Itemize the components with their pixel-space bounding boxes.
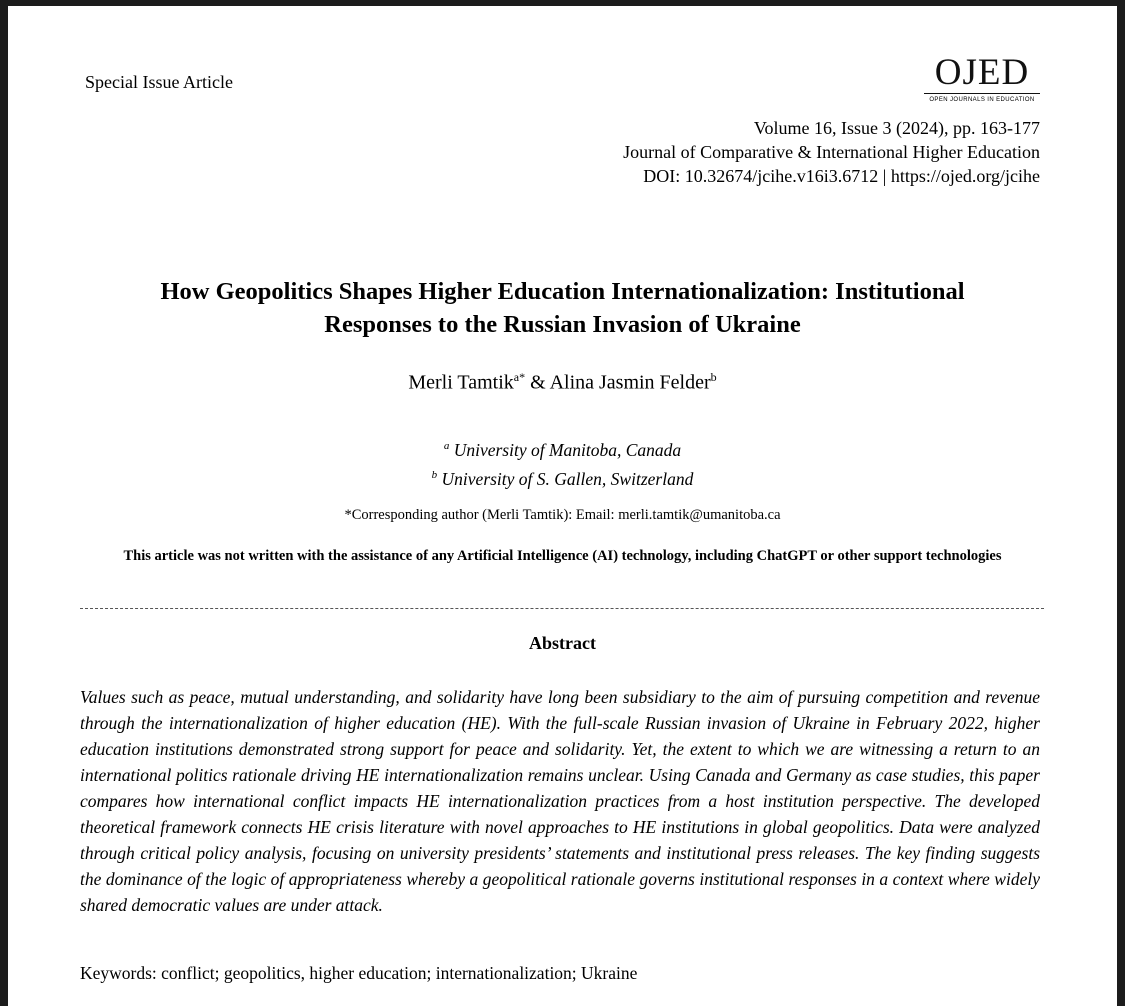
- article-type-label: Special Issue Article: [85, 72, 233, 92]
- ojed-logo[interactable]: [924, 54, 1040, 104]
- author-affiliation-mark: b: [710, 370, 717, 384]
- affiliation-mark: b: [431, 468, 438, 481]
- volume-issue: Volume 16, Issue 3 (2024), pp. 163-177: [753, 118, 1040, 138]
- author-name: Merli Tamtik: [408, 371, 514, 394]
- keywords: Keywords: conflict; geopolitics, higher education; internationalization; Ukraine: [80, 963, 638, 983]
- title-line-1: How Geopolitics Shapes Higher Education Internationalization: Institutional: [160, 278, 965, 305]
- author-name: Alina Jasmin Felder: [549, 371, 711, 394]
- journal-name: Journal of Comparative & International Higher Education: [623, 142, 1040, 162]
- affiliations: [8, 434, 1117, 492]
- logo-tagline: OPEN JOURNALS IN EDUCATION: [924, 93, 1040, 104]
- paper-page: [8, 6, 1117, 1006]
- abstract-text: Values such as peace, mutual understanding, and solidarity have long been subsidiary to the aim of pursuing competition and revenue through the internationalization of higher education (HE). With the full-scale Russian invasion of Ukraine in February 2022, higher education institutions demonstrated strong support for peace and solidarity. Yet, the extent to which we are witnessing a return to an international politics rationale driving HE internationalization remains unclear. Using Canada and Germany as case studies, this paper compares how international conflict impacts HE internationalization practices from a host institution perspective. The developed theoretical framework connects HE crisis literature with novel approaches to HE institutions in global geopolitics. Data were analyzed through critical policy analysis, focusing on university presidents’ statements and institutional press releases. The key finding suggests the dominance of the logic of appropriateness whereby a geopolitical rationale governs institutional responses in a context where widely shared democratic values are under attack.: [80, 687, 1040, 915]
- author-list: [8, 370, 1117, 395]
- abstract-heading: Abstract: [529, 633, 596, 653]
- logo-wordmark: OJED: [934, 52, 1030, 93]
- author-affiliation-mark: a*: [513, 370, 526, 384]
- corresponding-author: *Corresponding author (Merli Tamtik): Email: merli.tamtik@umanitoba.ca: [344, 507, 781, 523]
- ai-statement: This article was not written with the assistance of any Artificial Intelligence (AI) technology, including ChatGPT or other support technologies: [123, 548, 1002, 564]
- affiliation-name: University of Manitoba, Canada: [453, 439, 682, 460]
- affiliation-a: [8, 434, 1117, 463]
- affiliation-b: [8, 463, 1117, 492]
- affiliation-name: University of S. Gallen, Switzerland: [441, 468, 694, 489]
- affiliation-mark: a: [443, 440, 450, 452]
- journal-meta: [623, 116, 1040, 188]
- section-divider: [80, 608, 1044, 609]
- paper-title: [48, 275, 1077, 341]
- author-separator: &: [525, 371, 550, 394]
- title-line-2: Responses to the Russian Invasion of Ukraine: [324, 311, 801, 338]
- doi-link[interactable]: DOI: 10.32674/jcihe.v16i3.6712 | https://ojed.org/jcihe: [643, 166, 1040, 186]
